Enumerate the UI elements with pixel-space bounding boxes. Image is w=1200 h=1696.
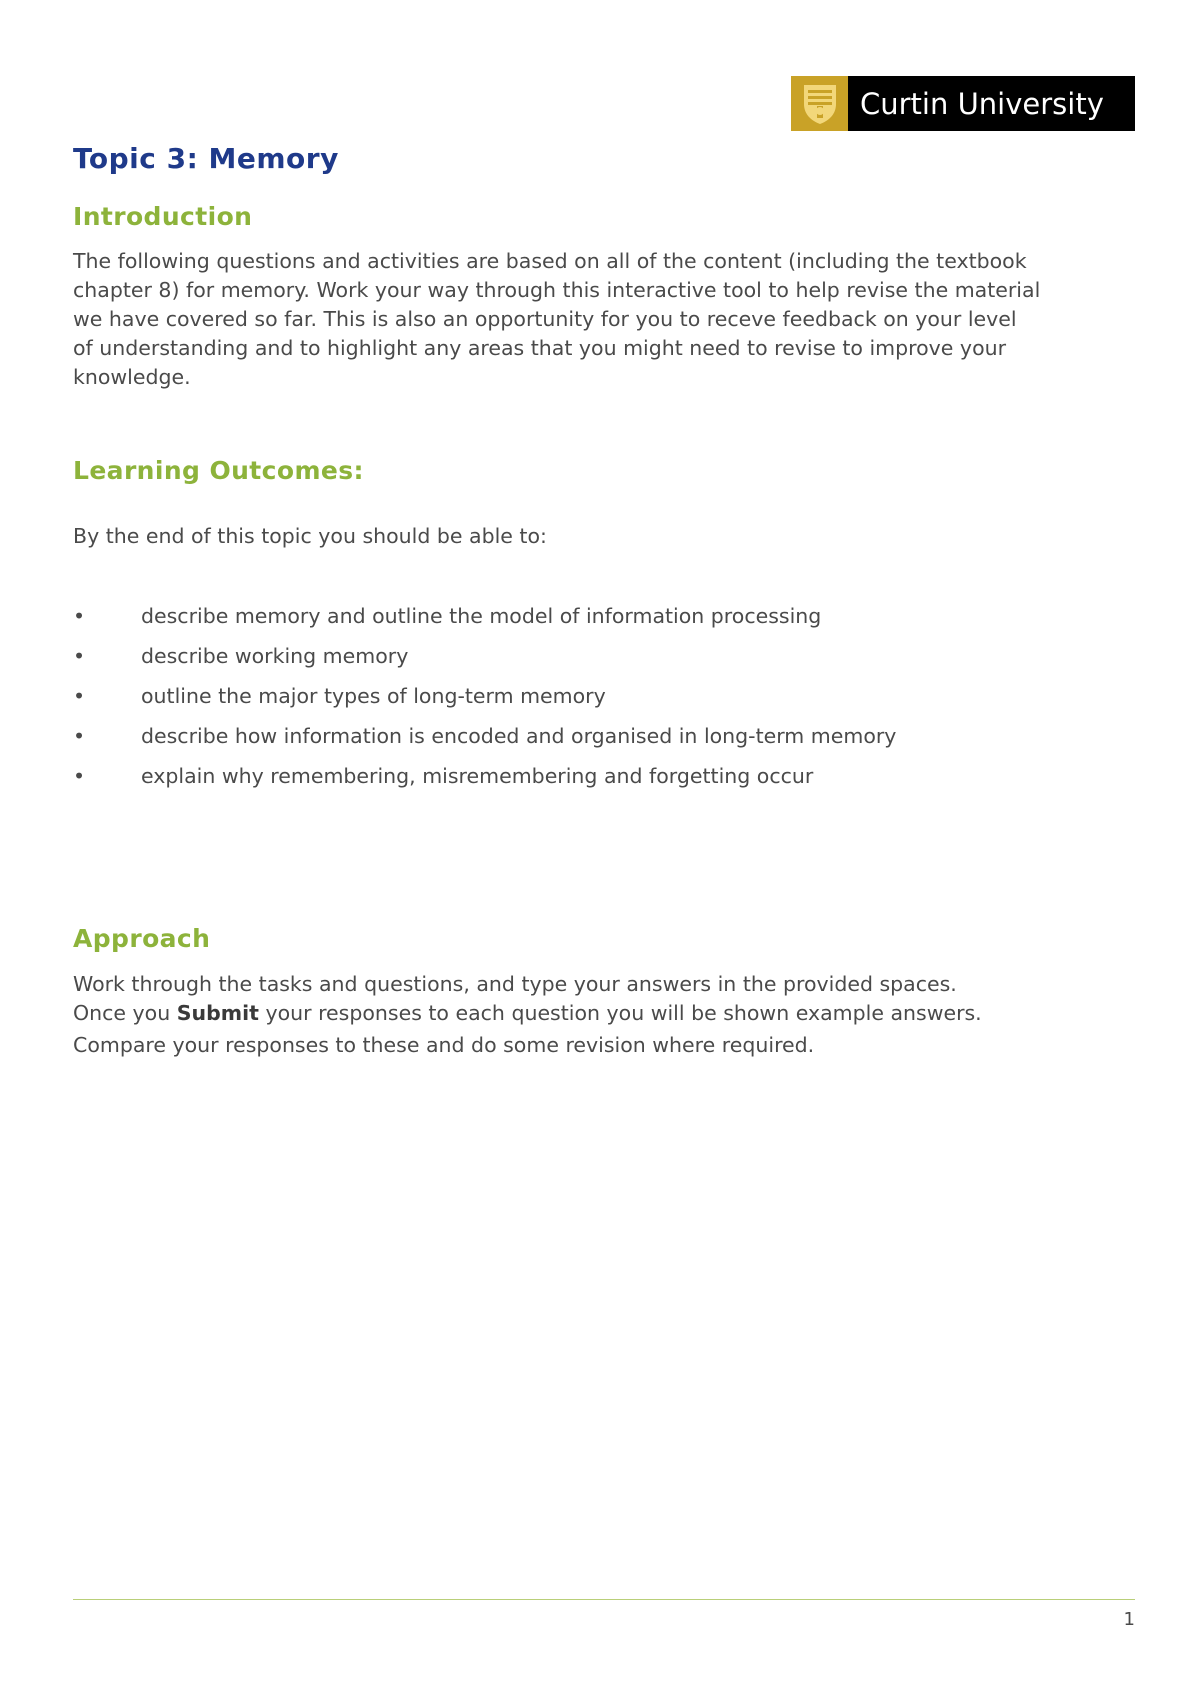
learning-outcomes-heading: Learning Outcomes: <box>73 456 364 485</box>
bullet-icon: • <box>73 724 86 748</box>
footer-divider <box>73 1599 1135 1600</box>
bullet-icon: • <box>73 604 86 628</box>
curtin-university-logo <box>791 76 1135 131</box>
list-item-text: explain why remembering, misremembering and forgetting occur <box>141 764 814 788</box>
list-item-text: describe how information is encoded and organised in long-term memory <box>141 724 897 748</box>
crest-icon <box>791 76 848 131</box>
list-item-text: describe working memory <box>141 644 409 668</box>
approach-line: Work through the tasks and questions, and type your answers in the provided spaces. <box>73 972 957 996</box>
approach-heading: Approach <box>73 924 211 953</box>
bullet-icon: • <box>73 764 86 788</box>
intro-line: we have covered so far. This is also an opportunity for you to receve feedback on your level <box>73 307 1017 331</box>
approach-text-span: your responses to each question you will be shown example answers. <box>258 1001 982 1025</box>
introduction-text <box>73 247 1135 392</box>
bullet-icon: • <box>73 644 86 668</box>
intro-line: chapter 8) for memory. Work your way through this interactive tool to help revise the material <box>73 278 1041 302</box>
intro-line: The following questions and activities are based on all of the content (including the textbook <box>73 249 1027 273</box>
bullet-icon: • <box>73 684 86 708</box>
introduction-heading: Introduction <box>73 202 253 231</box>
learning-outcomes-intro: By the end of this topic you should be able to: <box>73 524 547 548</box>
intro-line: knowledge. <box>73 365 191 389</box>
intro-line: of understanding and to highlight any areas that you might need to revise to improve your <box>73 336 1007 360</box>
approach-text-span: Once you <box>73 1001 177 1025</box>
logo-wordmark: Curtin University <box>860 86 1104 121</box>
list-item-text: outline the major types of long-term memory <box>141 684 606 708</box>
approach-line <box>73 999 1135 1028</box>
list-item-text: describe memory and outline the model of information processing <box>141 604 822 628</box>
approach-text <box>73 970 1135 1060</box>
page-number: 1 <box>1123 1609 1135 1630</box>
page-title: Topic 3: Memory <box>73 142 339 175</box>
approach-line: Compare your responses to these and do some revision where required. <box>73 1033 815 1057</box>
submit-emphasis: Submit <box>176 1001 259 1025</box>
